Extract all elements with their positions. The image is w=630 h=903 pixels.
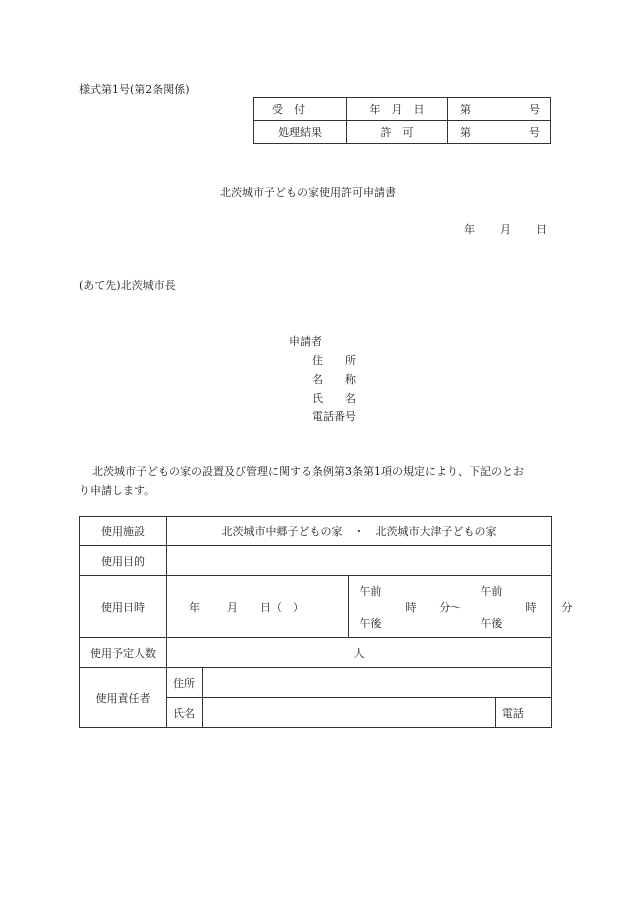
resp-address-field[interactable] bbox=[203, 668, 552, 698]
date-day: 日 bbox=[536, 223, 547, 236]
resp-name-label: 氏名 bbox=[167, 698, 203, 728]
applicant-person-label: 氏 名 bbox=[312, 392, 356, 405]
body-text-line2: り申請します。 bbox=[79, 484, 156, 497]
facility-value: 北茨城市中郷子どもの家 ・ 北茨城市大津子どもの家 bbox=[167, 517, 552, 546]
receipt-label: 受 付 bbox=[272, 103, 305, 116]
receipt-table bbox=[253, 97, 551, 144]
resp-phone-label: 電話 bbox=[501, 706, 524, 720]
end-pm: 午後 bbox=[480, 616, 503, 630]
result-no-suffix: 号 bbox=[529, 126, 540, 139]
receipt-number-cell bbox=[448, 98, 551, 121]
date-year-unit: 年 bbox=[189, 600, 200, 614]
resp-address-label: 住所 bbox=[167, 668, 203, 698]
responsible-label: 使用責任者 bbox=[80, 668, 167, 728]
result-label-cell bbox=[254, 121, 347, 144]
people-unit: 人 bbox=[353, 646, 365, 660]
time-field[interactable] bbox=[349, 576, 573, 638]
form-id: 様式第1号(第2条関係) bbox=[79, 83, 190, 96]
applicant-address-label: 住 所 bbox=[312, 354, 356, 367]
resp-name-field[interactable] bbox=[203, 698, 496, 728]
applicant-phone-label: 電話番号 bbox=[312, 410, 356, 423]
result-status-cell bbox=[347, 121, 448, 144]
document-title: 北茨城市子どもの家使用許可申請書 bbox=[220, 186, 396, 199]
receipt-label-cell bbox=[254, 98, 347, 121]
date-year: 年 bbox=[464, 223, 475, 236]
people-label: 使用予定人数 bbox=[80, 638, 167, 668]
result-status: 許 可 bbox=[380, 126, 414, 139]
resp-phone-field[interactable] bbox=[495, 698, 551, 728]
end-minute: 分 bbox=[561, 600, 573, 614]
applicant-name-label: 名 称 bbox=[312, 373, 356, 386]
purpose-field[interactable] bbox=[167, 546, 552, 576]
result-no-prefix: 第 bbox=[460, 126, 471, 139]
purpose-label: 使用目的 bbox=[80, 546, 167, 576]
start-pm: 午後 bbox=[359, 616, 382, 630]
date-month: 月 bbox=[500, 223, 511, 236]
addressee: (あて先)北茨城市長 bbox=[79, 279, 176, 292]
date-month-unit: 月 bbox=[227, 600, 238, 614]
end-am: 午前 bbox=[480, 584, 503, 598]
receipt-no-prefix: 第 bbox=[460, 103, 471, 116]
receipt-date: 年 月 日 bbox=[369, 103, 425, 116]
people-field[interactable] bbox=[167, 638, 552, 668]
start-minute-to: 分～ bbox=[439, 600, 462, 614]
start-hour: 時 bbox=[405, 600, 417, 614]
date-field[interactable] bbox=[167, 576, 349, 638]
result-number-cell bbox=[448, 121, 551, 144]
end-hour: 時 bbox=[525, 600, 537, 614]
datetime-label: 使用日時 bbox=[80, 576, 167, 638]
facility-label: 使用施設 bbox=[80, 517, 167, 546]
date-day-unit: 日（ ） bbox=[260, 600, 304, 614]
application-table bbox=[79, 516, 573, 728]
start-am: 午前 bbox=[359, 584, 382, 598]
body-text-line1: 北茨城市子どもの家の設置及び管理に関する条例第3条第1項の規定により、下記のとお bbox=[92, 465, 524, 478]
receipt-date-cell bbox=[347, 98, 448, 121]
receipt-no-suffix: 号 bbox=[529, 103, 540, 116]
result-label: 処理結果 bbox=[278, 126, 322, 139]
applicant-heading: 申請者 bbox=[289, 335, 322, 348]
